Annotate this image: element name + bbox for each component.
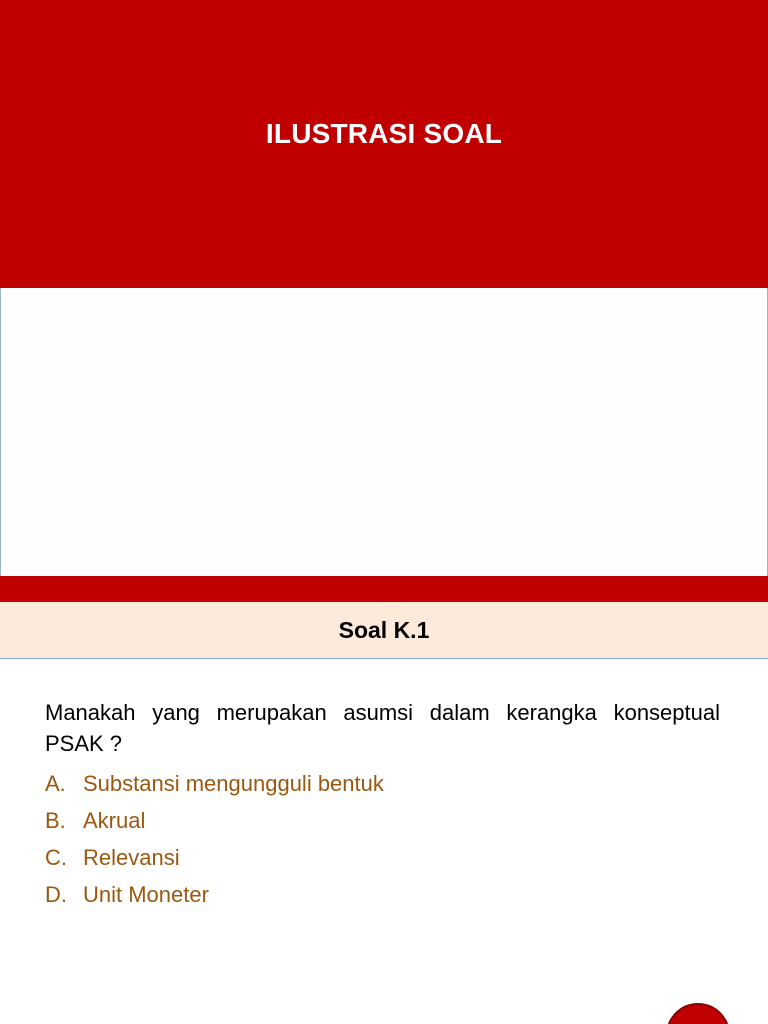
option-text: Relevansi (83, 845, 180, 870)
option-letter: C. (45, 845, 67, 870)
option-text: Akrual (83, 808, 146, 833)
question-block (45, 697, 720, 913)
content-panel (0, 288, 768, 576)
divider-strip (0, 576, 768, 602)
header-band (0, 0, 768, 288)
option-text: Substansi mengungguli bentuk (83, 771, 384, 796)
option-c[interactable] (45, 839, 720, 876)
option-a[interactable] (45, 765, 720, 802)
answer-options (45, 765, 720, 913)
slide-subtitle: Soal K.1 (338, 617, 430, 643)
option-letter: A. (45, 771, 66, 796)
question-text: Manakah yang merupakan asumsi dalam kerangka konseptual PSAK ? (45, 700, 720, 756)
slide-title: ILUSTRASI SOAL (265, 118, 503, 149)
corner-circle-button[interactable] (666, 1003, 730, 1024)
option-letter: B. (45, 808, 66, 833)
subtitle-band (0, 602, 768, 659)
option-d[interactable] (45, 876, 720, 913)
option-b[interactable] (45, 802, 720, 839)
option-letter: D. (45, 882, 67, 907)
option-text: Unit Moneter (83, 882, 209, 907)
